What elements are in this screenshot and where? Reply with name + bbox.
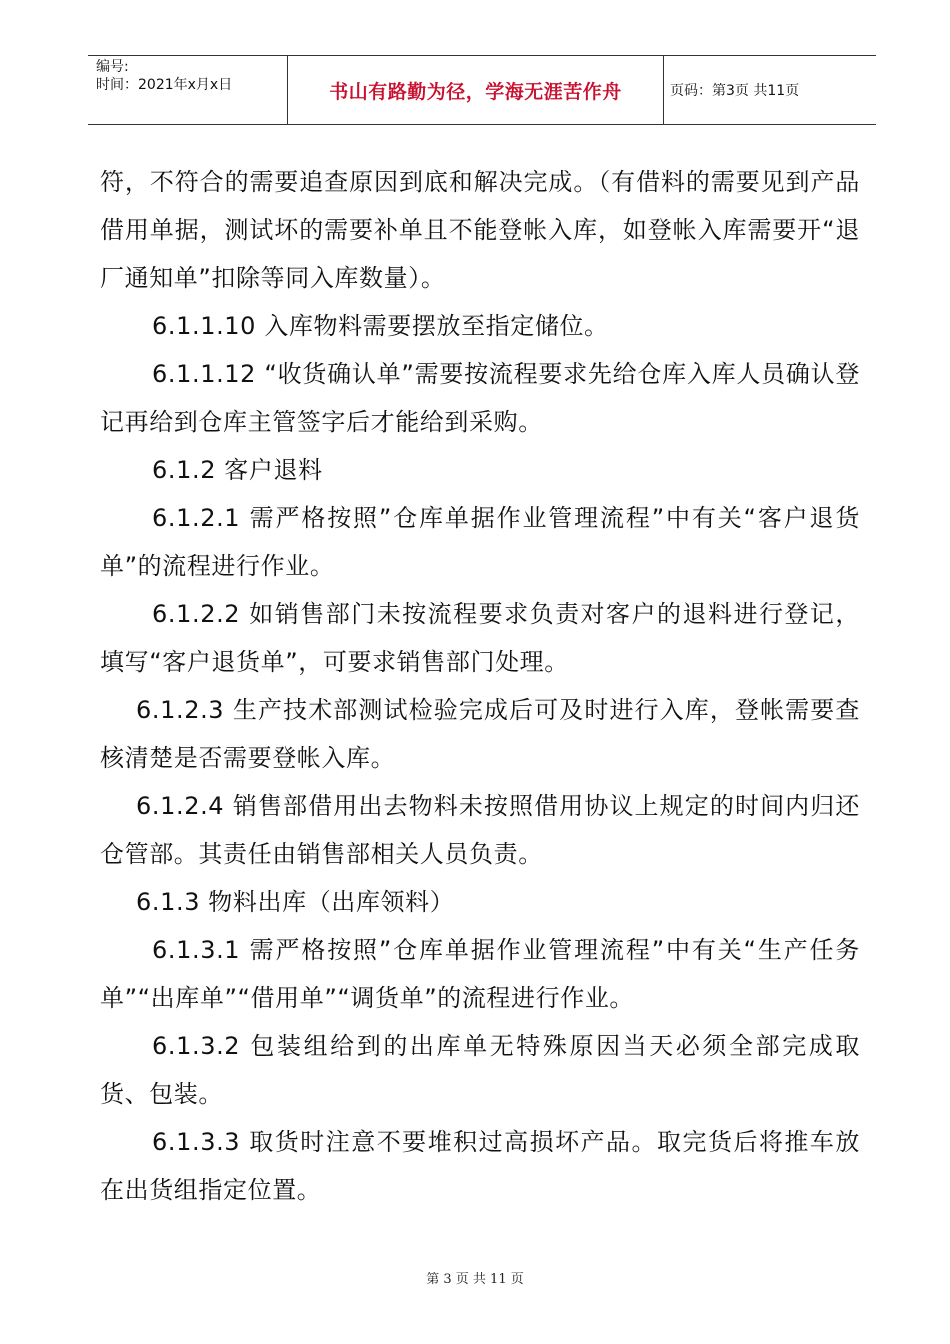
header-page-info: 页码：第3页 共11页 <box>670 83 800 99</box>
section-heading: 6.1.3 物料出库（出库领料） <box>136 888 455 916</box>
time-label: 时间：2021年x月x日 <box>96 77 233 93</box>
paragraph: 6.1.2.4 销售部借用出去物料未按照借用协议上规定的时间内归还仓管部。其责任由销售部相关人员负责。 <box>100 792 860 868</box>
paragraph: 6.1.1.10 入库物料需要摆放至指定储位。 <box>152 312 609 340</box>
header-divider <box>663 56 664 124</box>
header-motto: 书山有路勤为径，学海无涯苦作舟 <box>329 80 622 103</box>
paragraph: 6.1.3.3 取货时注意不要堆积过高损坏产品。取完货后将推车放在出货组指定位置。 <box>100 1128 860 1204</box>
paragraph: 6.1.2.1 需严格按照”仓库单据作业管理流程”中有关“客户退货单”的流程进行作业。 <box>100 504 860 580</box>
paragraph: 6.1.3.2 包装组给到的出库单无特殊原因当天必须全部完成取货、包装。 <box>100 1032 860 1108</box>
page-header <box>88 55 876 125</box>
paragraph: 6.1.2.2 如销售部门未按流程要求负责对客户的退料进行登记，填写“客户退货单”，可要求销售部门处理。 <box>100 600 860 676</box>
header-meta <box>96 58 288 94</box>
paragraph: 6.1.2.3 生产技术部测试检验完成后可及时进行入库，登帐需要查核清楚是否需要登帐入库。 <box>100 696 860 772</box>
paragraph: 6.1.3.1 需严格按照”仓库单据作业管理流程”中有关“生产任务单”“出库单”“借用单”“调货单”的流程进行作业。 <box>100 936 860 1012</box>
paragraph: 6.1.1.12 “收货确认单”需要按流程要求先给仓库入库人员确认登记再给到仓库主管签字后才能给到采购。 <box>100 360 860 436</box>
page-footer: 第 3 页 共 11 页 <box>426 1272 524 1287</box>
number-label: 编号: <box>96 59 129 75</box>
document-body <box>100 158 860 1214</box>
section-heading: 6.1.2 客户退料 <box>152 456 323 484</box>
paragraph: 符，不符合的需要追查原因到底和解决完成。（有借料的需要见到产品借用单据，测试坏的需要补单且不能登帐入库，如登帐入库需要开“退厂通知单”扣除等同入库数量）。 <box>100 168 860 292</box>
